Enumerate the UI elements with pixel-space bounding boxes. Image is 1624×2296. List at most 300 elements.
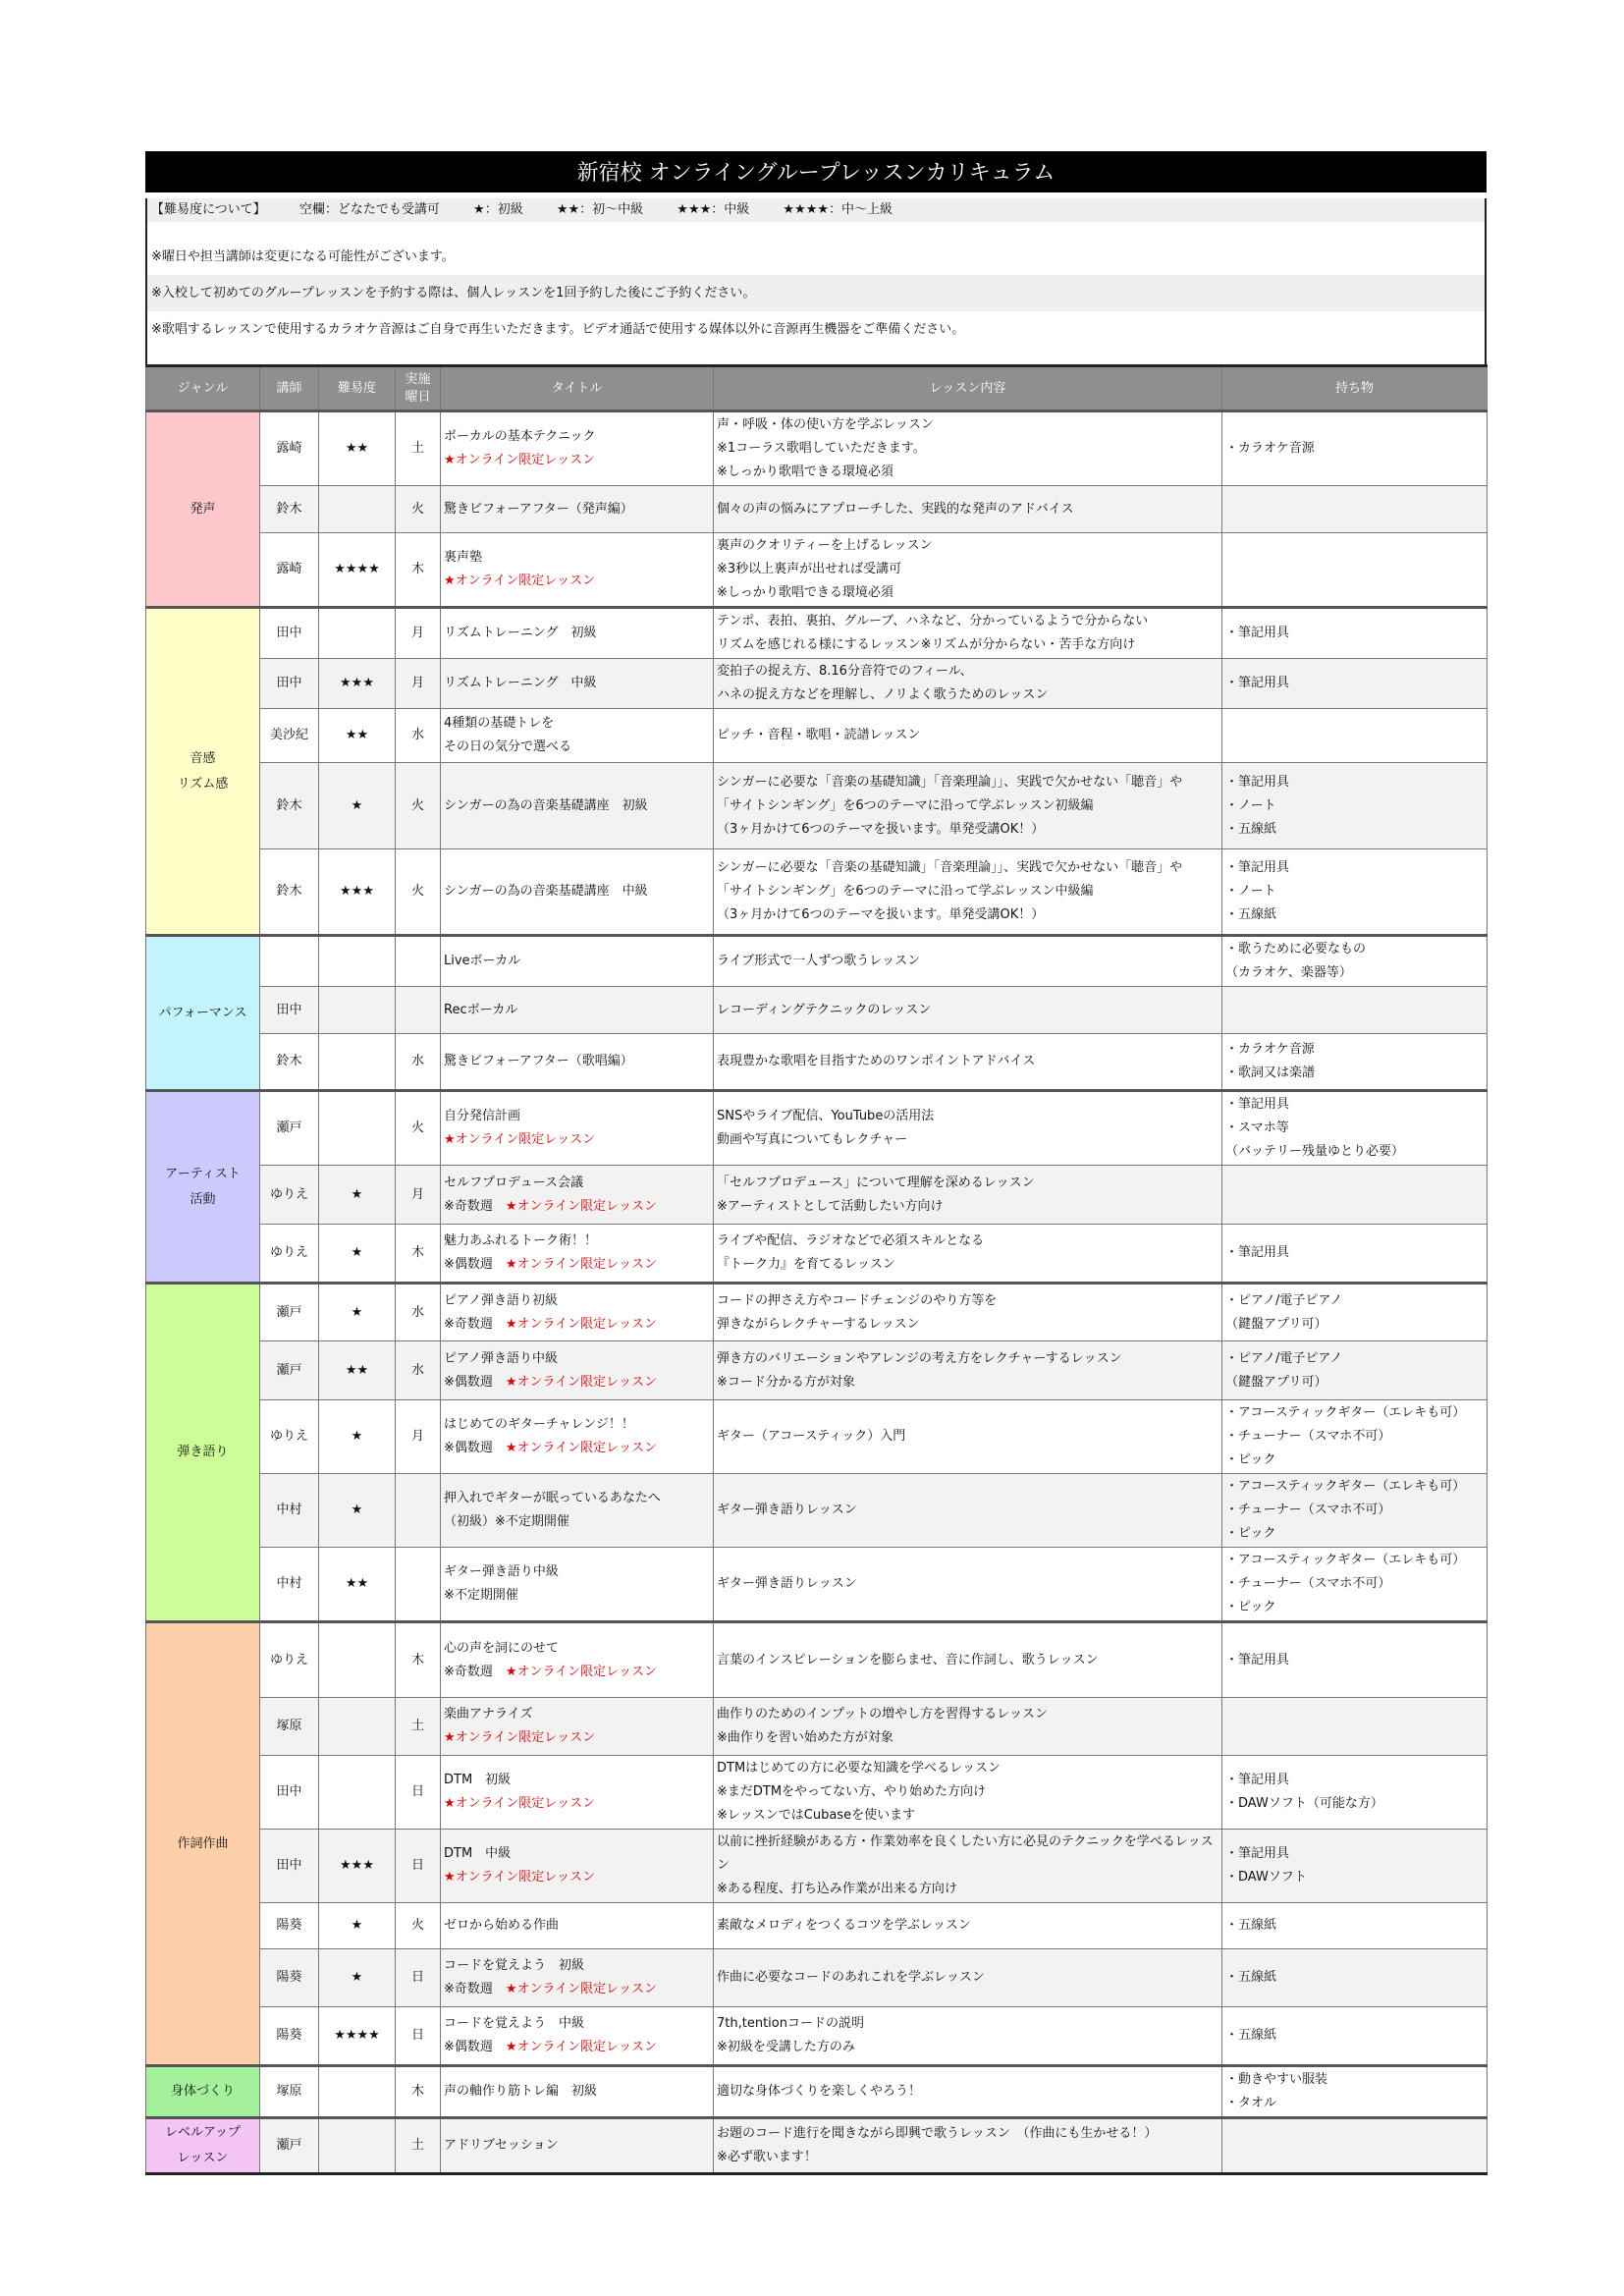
title-text: 裏声塾 [444,550,483,565]
content-cell [714,1166,1222,1225]
genre-cell [146,1284,260,1622]
item-line: ・DAWソフト（可能な方） [1225,1796,1383,1811]
title-cell [441,1034,714,1091]
day-cell: 月 [396,1166,441,1225]
content-cell [714,1400,1222,1474]
day-cell [396,936,441,987]
item-line: ・チューナー（スマホ不可） [1225,1429,1391,1444]
day-cell: 月 [396,608,441,659]
content-cell [714,1698,1222,1756]
item-line: ・ピアノ/電子ピアノ [1225,1292,1343,1308]
teacher-cell: ゆりえ [260,1166,319,1225]
online-only-label: ★オンライン限定レッスン [444,574,596,588]
teacher-cell: ゆりえ [260,1225,319,1284]
online-only-label: ★オンライン限定レッスン [505,1257,658,1272]
title-text: Recボーカル [444,1002,518,1017]
note-text: ※入校して初めてのグループレッスンを予約する際は、個人レッスンを1回予約した後にご予約ください。 [147,275,1485,311]
title-cell [441,1949,714,2007]
teacher-cell: 田中 [260,1756,319,1830]
table-row [146,1622,1488,1698]
title-cell [441,2007,714,2066]
title-cell [441,1225,714,1284]
content-line: ※まだDTMをやってない方、やり始めた方向け [717,1784,987,1799]
table-row [146,1830,1488,1903]
table-row [146,2007,1488,2066]
online-only-label: ★オンライン限定レッスン [505,1316,658,1332]
online-only-label: ★オンライン限定レッスン [444,1796,596,1811]
table-row [146,1903,1488,1949]
content-line: ※しっかり歌唱できる環境必須 [717,465,893,479]
content-cell [714,1034,1222,1091]
item-line: ・アコースティックギター（エレキも可） [1225,1479,1466,1494]
content-line: 「サイトシンギング」を6つのテーマに沿って学ぶレッスン初級編 [717,797,1094,813]
difficulty-cell: ★ [319,1225,396,1284]
table-row [146,987,1488,1034]
title-text: 驚きビフォーアフター（歌唱編） [444,1054,633,1068]
genre-cell [146,2066,260,2118]
teacher-cell: 田中 [260,659,319,709]
title-cell [441,2118,714,2174]
table-row [146,1400,1488,1474]
content-cell [714,1091,1222,1166]
header-items: 持ち物 [1222,366,1488,411]
title-line [444,1954,710,1978]
teacher-cell: 陽葵 [260,1949,319,2007]
table-row [146,1284,1488,1341]
header-difficulty: 難易度 [319,366,396,411]
difficulty-cell: ★★ [319,1548,396,1622]
content-cell [714,1622,1222,1698]
item-line: ・筆記用具 [1225,1773,1290,1787]
teacher-cell: 瀬戸 [260,1284,319,1341]
genre-label: 作詞作曲 [177,1835,229,1851]
item-line: ・五線紙 [1225,1970,1277,1985]
item-line: ・歌詞又は楽譜 [1225,1066,1316,1080]
item-line: ・歌うために必要なもの [1225,942,1367,957]
table-row [146,1698,1488,1756]
title-line [444,1413,710,1437]
title-cell [441,1341,714,1400]
item-line: ・カラオケ音源 [1225,1042,1315,1057]
title-cell [441,1548,714,1622]
items-cell [1222,763,1488,849]
legend-item: ★：初級 [473,202,523,217]
items-cell [1222,533,1488,608]
table-row [146,936,1488,987]
title-cell [441,411,714,486]
items-cell [1222,608,1488,659]
item-line: ・ノート [1225,797,1276,813]
title-cell [441,533,714,608]
content-line: リズムを感じれる様にするレッスン※リズムが分からない・苦手な方向け [717,637,1136,652]
table-row [146,533,1488,608]
legend-item: ★★★：中級 [677,202,750,217]
online-only-label: ★オンライン限定レッスン [444,453,596,467]
genre-label: 発声 [189,501,216,517]
content-line: 7th,tentionコードの説明 [717,2016,864,2031]
item-line: （鍵盤アプリ可） [1225,1374,1327,1390]
content-cell [714,2066,1222,2118]
title-line [444,1230,710,1253]
content-cell [714,486,1222,533]
notes-section [145,198,1487,364]
difficulty-cell [319,987,396,1034]
title-text: ※偶数週 [444,1441,506,1455]
items-cell [1222,486,1488,533]
title-text: 驚きビフォーアフター（発声編） [444,501,633,517]
genre-label: レッスン [177,2151,229,2165]
teacher-cell: 美沙紀 [260,709,319,763]
title-text: シンガーの為の音楽基礎講座 中級 [444,884,648,899]
content-cell [714,533,1222,608]
content-line: ギター（アコースティック）入門 [717,1429,906,1444]
table-row [146,486,1488,533]
day-cell: 水 [396,709,441,763]
title-line [444,2012,710,2036]
content-line: ※初級を受講した方のみ [717,2040,855,2054]
content-line: ライブ形式で一人ずつ歌うレッスン [717,954,921,968]
content-line: 適切な身体づくりを楽しくやろう！ [717,2084,922,2099]
title-text: （初級）※不定期開催 [444,1514,569,1529]
content-line: レコーディングテクニックのレッスン [717,1002,932,1017]
difficulty-cell [319,608,396,659]
title-text: ※偶数週 [444,1257,506,1272]
genre-cell [146,608,260,936]
table-row [146,1166,1488,1225]
header-day-line: 実施 [405,371,431,387]
content-cell [714,987,1222,1034]
online-only-label: ★オンライン限定レッスン [444,1870,596,1885]
day-cell [396,1548,441,1622]
item-line: ・カラオケ音源 [1225,441,1315,456]
day-cell: 月 [396,659,441,709]
title-cell [441,1166,714,1225]
spacer [147,348,1485,364]
item-line: ・ピック [1225,1452,1276,1467]
online-only-label: ★オンライン限定レッスン [505,1374,658,1390]
title-text: ピアノ弾き語り中級 [444,1350,558,1366]
item-line: ・DAWソフト [1225,1870,1307,1885]
items-cell [1222,936,1488,987]
difficulty-cell: ★ [319,1166,396,1225]
content-line: ※1コーラス歌唱していただきます。 [717,441,926,456]
title-cell [441,1474,714,1548]
content-line: コードの押さえ方やコードチェンジのやり方等を [717,1292,998,1308]
spacer [147,222,1485,239]
items-cell [1222,1949,1488,2007]
content-cell [714,2007,1222,2066]
content-line: ※必ず歌います！ [717,2150,817,2164]
title-text: 押入れでギターが眠っているあなたへ [444,1491,661,1505]
content-line: シンガーに必要な「音楽の基礎知識」「音楽理論」」、実践で欠かせない「聴音」や [717,774,1183,790]
content-line: DTMはじめての方に必要な知識を学べるレッスン [717,1761,1001,1776]
table-row [146,608,1488,659]
day-cell: 火 [396,486,441,533]
day-cell: 日 [396,1949,441,2007]
items-cell [1222,411,1488,486]
title-text: 楽曲アナライズ [444,1707,533,1722]
content-line: シンガーに必要な「音楽の基礎知識」「音楽理論」」、実践で欠かせない「聴音」や [717,860,1183,875]
title-text: ※奇数週 [444,1982,506,1996]
legend-item: 空欄：どなたでも受講可 [298,202,440,217]
title-cell [441,1830,714,1903]
online-only-label: ★オンライン限定レッスン [505,1198,658,1214]
item-line: ・五線紙 [1225,907,1277,922]
item-line: ・筆記用具 [1225,1097,1290,1112]
content-line: ギター弾き語りレッスン [717,1503,857,1517]
day-cell: 木 [396,1225,441,1284]
difficulty-cell: ★★★ [319,659,396,709]
items-cell [1222,1474,1488,1548]
title-line [444,1371,710,1394]
content-line: 「セルフプロデュース」について理解を深めるレッスン [717,1175,1035,1190]
day-cell: 火 [396,1091,441,1166]
content-line: 素敵なメロディをつくるコツを学ぶレッスン [717,1918,971,1933]
difficulty-cell [319,936,396,987]
genre-label: 弾き語り [177,1445,229,1459]
items-cell [1222,2066,1488,2118]
content-line: 作曲に必要なコードのあれこれを学ぶレッスン [717,1970,985,1985]
title-text: ※奇数週 [444,1198,506,1214]
content-cell [714,849,1222,936]
table-row [146,1756,1488,1830]
teacher-cell: 陽葵 [260,2007,319,2066]
items-cell [1222,1622,1488,1698]
title-text: 自分発信計画 [444,1109,521,1123]
content-line: （3ヶ月かけて6つのテーマを扱います。単発受講OK！） [717,907,1045,922]
table-row [146,849,1488,936]
table-row [146,1091,1488,1166]
item-line: ・チューナー（スマホ不可） [1225,1503,1391,1517]
items-cell [1222,1091,1488,1166]
table-row [146,709,1488,763]
title-text: シンガーの為の音楽基礎講座 初級 [444,797,648,813]
legend-item: ★★：初～中級 [556,202,644,217]
table-row [146,1474,1488,1548]
content-cell [714,763,1222,849]
day-cell: 月 [396,1400,441,1474]
teacher-cell: 中村 [260,1474,319,1548]
genre-label: 身体づくり [170,2084,235,2099]
table-header-row [146,366,1488,411]
teacher-cell [260,936,319,987]
title-text: ※偶数週 [444,2040,506,2054]
teacher-cell: 塚原 [260,1698,319,1756]
content-line: ※コード分かる方が対象 [717,1374,855,1390]
item-line: ・スマホ等 [1225,1121,1289,1135]
item-line: ・五線紙 [1225,1918,1277,1933]
teacher-cell: 田中 [260,608,319,659]
title-cell [441,936,714,987]
difficulty-cell [319,486,396,533]
content-cell [714,1830,1222,1903]
items-cell [1222,1830,1488,1903]
content-cell [714,1225,1222,1284]
items-cell [1222,1341,1488,1400]
title-cell [441,709,714,763]
difficulty-cell [319,2118,396,2174]
online-only-label: ★オンライン限定レッスン [505,2040,658,2054]
content-cell [714,608,1222,659]
content-line: 声・呼吸・体の使い方を学ぶレッスン [717,417,934,432]
note-text: ※歌唱するレッスンで使用するカラオケ音源はご自身で再生いただきます。ビデオ通話で使用する媒体以外に音源再生機器をご準備ください。 [151,322,965,337]
title-text: 魅力あふれるトーク術！！ [444,1233,598,1248]
teacher-cell: 瀬戸 [260,2118,319,2174]
difficulty-cell: ★ [319,1400,396,1474]
item-line: ・筆記用具 [1225,1846,1290,1861]
content-cell [714,659,1222,709]
title-text: ※不定期開催 [444,1588,518,1603]
item-line: ・ピック [1225,1526,1276,1541]
item-line: ・タオル [1225,2096,1277,2110]
title-text: 声の軸作り筋トレ編 初級 [444,2084,598,2099]
title-text: その日の気分で選べる [444,739,572,754]
teacher-cell: 瀬戸 [260,1341,319,1400]
table-row [146,1034,1488,1091]
title-cell [441,1756,714,1830]
legend-item: ★★★★：中～上級 [783,202,893,217]
table-row [146,659,1488,709]
title-text: ※奇数週 [444,1664,506,1679]
difficulty-cell: ★★★★ [319,2007,396,2066]
difficulty-cell: ★★ [319,709,396,763]
content-line: 裏声のクオリティーを上げるレッスン [717,538,933,553]
content-line: テンポ、表拍、裏拍、グルーブ、ハネなど、分かっているようで分からない [717,614,1149,629]
title-text: 4種類の基礎トレを [444,716,555,731]
item-line: ・ノート [1225,884,1276,899]
online-only-label: ★オンライン限定レッスン [505,1664,658,1679]
title-cell [441,486,714,533]
note-text: ※曜日や担当講師は変更になる可能性がございます。 [151,249,455,264]
content-line: お題のコード進行を聞きながら即興で歌うレッスン （作曲にも生かせる！） [717,2126,1158,2141]
content-cell [714,1341,1222,1400]
header-content: レッスン内容 [714,366,1222,411]
title-cell [441,1622,714,1698]
item-line: ・筆記用具 [1225,676,1290,690]
content-line: 『トーク力』を育てるレッスン [717,1257,895,1272]
title-text: ※奇数週 [444,1316,506,1332]
genre-label: レベルアップ [164,2125,242,2140]
teacher-cell: ゆりえ [260,1400,319,1474]
content-line: ※レッスンではCubaseを使います [717,1808,916,1823]
title-text: DTM 中級 [444,1846,512,1861]
teacher-cell: 露崎 [260,533,319,608]
content-line: ハネの捉え方などを理解し、ノリよく歌うためのレッスン [717,687,1049,702]
title-line [444,1661,710,1684]
title-text: コードを覚えよう 初級 [444,1958,585,1973]
title-text: アドリブセッション [444,2138,559,2153]
items-cell [1222,1034,1488,1091]
header-teacher: 講師 [260,366,319,411]
table-row [146,2066,1488,2118]
genre-label: パフォーマンス [158,1005,247,1020]
content-line: ※3秒以上裏声が出せれば受講可 [717,562,902,576]
day-cell: 水 [396,1284,441,1341]
day-cell: 日 [396,1830,441,1903]
item-line: （鍵盤アプリ可） [1225,1316,1327,1332]
item-line: ・ピック [1225,1600,1276,1614]
item-line: ・筆記用具 [1225,774,1290,790]
content-line: ギター弾き語りレッスン [717,1576,857,1591]
table-row [146,1548,1488,1622]
genre-cell [146,2118,260,2174]
teacher-cell: 瀬戸 [260,1091,319,1166]
title-text: コードを覚えよう 中級 [444,2016,585,2031]
difficulty-cell [319,2066,396,2118]
table-row [146,1225,1488,1284]
items-cell [1222,1903,1488,1949]
title-cell [441,659,714,709]
title-cell [441,1400,714,1474]
difficulty-cell: ★ [319,1949,396,2007]
title-line [444,1313,710,1337]
genre-label: 音感 [189,750,216,766]
day-cell: 土 [396,411,441,486]
title-text: リズムトレーニング 初級 [444,626,597,640]
title-line [444,1172,710,1195]
teacher-cell: ゆりえ [260,1622,319,1698]
day-cell: 水 [396,1341,441,1400]
title-cell [441,849,714,936]
content-cell [714,1548,1222,1622]
online-only-label: ★オンライン限定レッスン [444,1730,596,1745]
day-cell [396,1474,441,1548]
teacher-cell: 鈴木 [260,849,319,936]
teacher-cell: 露崎 [260,411,319,486]
table-row [146,1341,1488,1400]
difficulty-cell [319,1756,396,1830]
title-text: セルフプロデュース会議 [444,1175,583,1190]
title-text: ギター弾き語り中級 [444,1564,559,1579]
title-line [444,1637,710,1661]
content-line: 弾きながらレクチャーするレッスン [717,1316,920,1332]
title-text: DTM 初級 [444,1773,512,1787]
content-cell [714,709,1222,763]
item-line: ・五線紙 [1225,2028,1277,2043]
content-line: 個々の声の悩みにアプローチした、実践的な発声のアドバイス [717,501,1074,517]
teacher-cell: 鈴木 [260,486,319,533]
online-only-label: ★オンライン限定レッスン [444,1132,596,1147]
content-cell [714,2118,1222,2174]
online-only-label: ★オンライン限定レッスン [505,1441,658,1455]
item-line: ・筆記用具 [1225,1652,1290,1667]
difficulty-cell [319,1034,396,1091]
difficulty-cell: ★★★ [319,849,396,936]
items-cell [1222,1225,1488,1284]
items-cell [1222,1166,1488,1225]
teacher-cell: 中村 [260,1548,319,1622]
content-line: ピッチ・音程・歌唱・読譜レッスン [717,728,921,742]
header-day-line: 曜日 [405,389,431,405]
genre-cell [146,1622,260,2066]
title-line [444,1289,710,1313]
title-text: ※偶数週 [444,1374,506,1390]
items-cell [1222,1400,1488,1474]
legend-heading: 【難易度について】 [151,202,266,217]
item-line: ・動きやすい服装 [1225,2072,1328,2087]
difficulty-cell: ★★ [319,411,396,486]
day-cell: 土 [396,1698,441,1756]
curriculum-table [145,364,1488,2175]
content-line: 表現豊かな歌唱を目指すためのワンポイントアドバイス [717,1054,1036,1068]
teacher-cell: 田中 [260,1830,319,1903]
teacher-cell: 鈴木 [260,1034,319,1091]
day-cell: 木 [396,1622,441,1698]
title-text: ボーカルの基本テクニック [444,429,596,444]
title-line [444,1253,710,1277]
item-line: （カラオケ、楽器等） [1225,965,1352,980]
content-line: 曲作りのためのインプットの増やし方を習得するレッスン [717,1707,1048,1722]
